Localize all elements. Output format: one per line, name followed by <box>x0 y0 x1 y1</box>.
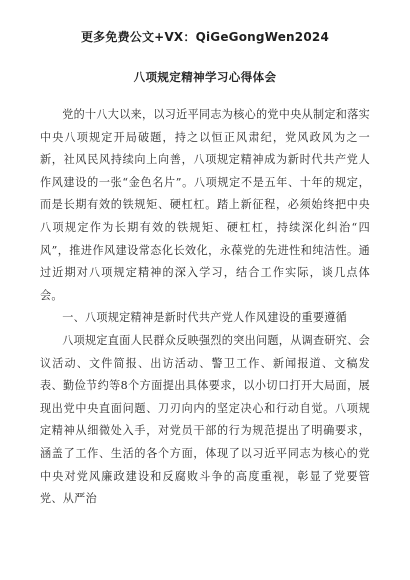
document-title: 八项规定精神学习心得体会 <box>133 70 277 84</box>
section-paragraph: 八项规定直面人民群众反映强烈的突出问题，从调查研究、会议活动、文件简报、出访活动、警卫工作、新闻报道、文稿发表、勤俭节约等8个方面提出具体要求，以小切口打开大局面，展现出党中央直面问题、刀刃向内的坚定决心和行动自觉。八项规定精神从细微处入手，对党员干部的行为规范提出了明确要求，涵盖了工作、生活的各个方面，体现了以习近平同志为核心的党中央对党风廉政建设和反腐败斗争的高度重视，彰显了党要管党、从严治 <box>40 333 370 506</box>
intro-paragraph: 党的十八大以来，以习近平同志为核心的党中央从制定和落实中央八项规定开局破题，持之以恒正风肃纪，党风政风为之一新，社风民风持续向上向善，八项规定精神成为新时代共产党人作风建设的一张“金色名片”。八项规定不是五年、十年的规定，而是长期有效的铁规矩、硬杠杠。踏上新征程，必须始终把中央八项规定作为长期有效的铁规矩、硬杠杠，持续深化纠治“四风”，推进作风建设常态化长效化，永葆党的先进性和纯洁性。通过近期对八项规定精神的深入学习，结合工作实际，谈几点体会。 <box>40 108 370 302</box>
section-heading: 一、八项规定精神是新时代共产党人作风建设的重要遵循 <box>62 311 348 325</box>
promo-banner: 更多免费公文+VX：QiGeGongWen2024 <box>80 30 329 44</box>
document-body <box>40 104 370 511</box>
